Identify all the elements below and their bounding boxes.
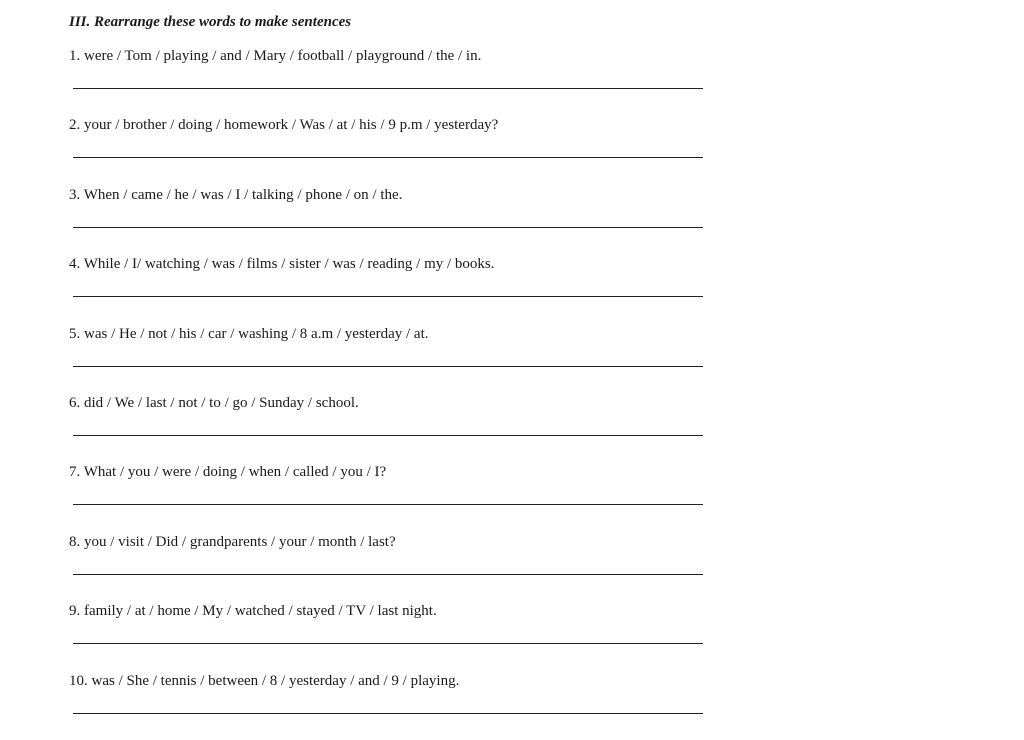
exercise-prompt: 7. What / you / were / doing / when / called / you / I? xyxy=(69,464,387,481)
exercise-item-9 xyxy=(69,601,709,670)
exercise-prompt: 8. you / visit / Did / grandparents / your / month / last? xyxy=(69,533,396,550)
answer-line[interactable] xyxy=(73,574,703,575)
section-heading: III. Rearrange these words to make sentences xyxy=(69,14,352,30)
exercise-item-8 xyxy=(69,532,709,601)
answer-line[interactable] xyxy=(73,713,703,714)
exercise-item-5 xyxy=(69,324,709,393)
answer-line[interactable] xyxy=(73,643,703,644)
answer-line[interactable] xyxy=(73,227,703,228)
exercise-prompt: 6. did / We / last / not / to / go / Sunday / school. xyxy=(69,394,359,411)
exercise-item-3 xyxy=(69,185,709,254)
exercise-prompt: 1. were / Tom / playing / and / Mary / football / playground / the / in. xyxy=(69,48,482,64)
answer-line[interactable] xyxy=(73,296,703,297)
exercise-prompt: 2. your / brother / doing / homework / Was / at / his / 9 p.m / yesterday? xyxy=(69,117,499,134)
exercise-prompt: 9. family / at / home / My / watched / stayed / TV / last night. xyxy=(69,603,437,620)
exercise-prompt: 3. When / came / he / was / I / talking / phone / on / the. xyxy=(69,186,403,203)
exercise-prompt: 4. While / I/ watching / was / films / sister / was / reading / my / books. xyxy=(69,256,495,273)
answer-line[interactable] xyxy=(73,88,703,89)
exercise-item-6 xyxy=(69,393,709,462)
exercise-item-4 xyxy=(69,254,709,323)
answer-line[interactable] xyxy=(73,504,703,505)
answer-line[interactable] xyxy=(73,157,703,158)
answer-line[interactable] xyxy=(73,435,703,436)
exercise-prompt: 10. was / She / tennis / between / 8 / yesterday / and / 9 / playing. xyxy=(69,672,460,689)
exercise-item-1 xyxy=(69,46,709,115)
exercise-item-2 xyxy=(69,115,709,184)
exercise-item-7 xyxy=(69,462,709,531)
exercise-item-10 xyxy=(69,671,709,740)
worksheet xyxy=(69,12,709,740)
answer-line[interactable] xyxy=(73,366,703,367)
exercise-prompt: 5. was / He / not / his / car / washing / 8 a.m / yesterday / at. xyxy=(69,325,429,342)
